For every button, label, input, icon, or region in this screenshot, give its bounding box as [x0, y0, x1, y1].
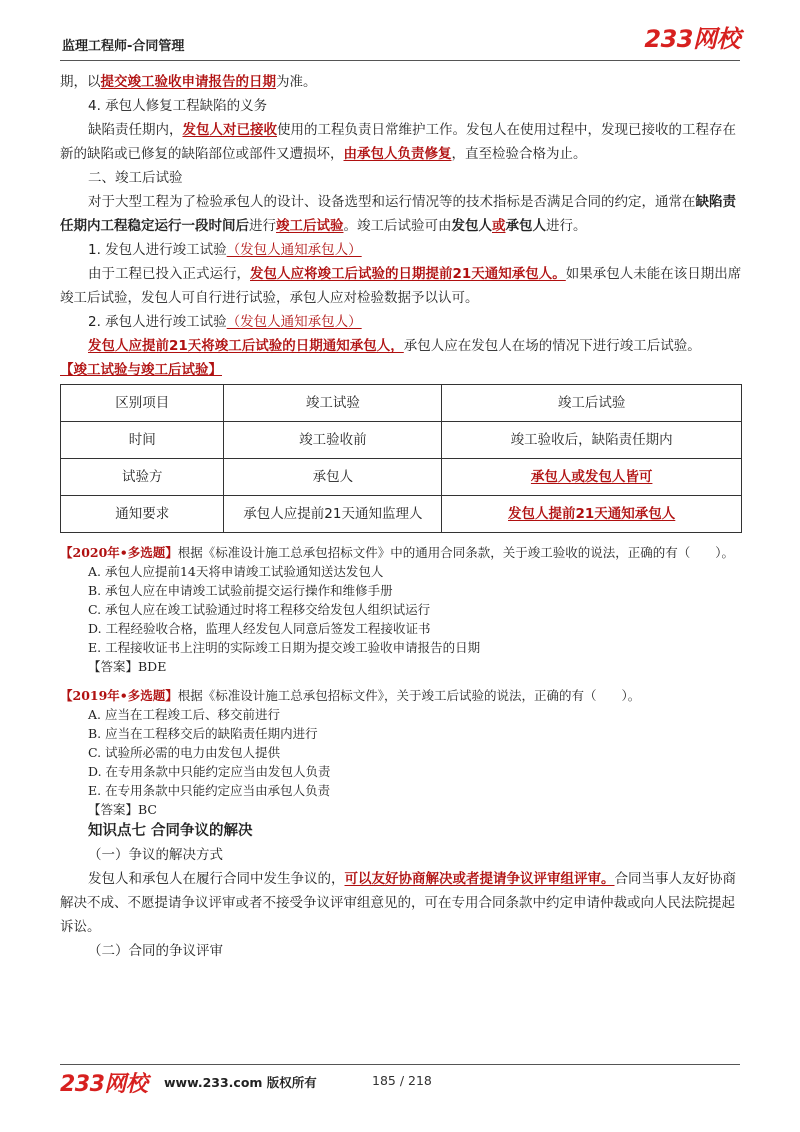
highlight: 发包人对已接收: [182, 122, 277, 138]
option: B. 应当在工程移交后的缺陷责任期内进行: [88, 726, 318, 741]
question-stem: [60, 686, 742, 705]
table-row: [61, 496, 742, 533]
table-header: 竣工后试验: [442, 385, 742, 422]
text: 1. 发包人进行竣工试验: [88, 242, 227, 258]
question-tag: 【2019年•多选题】: [60, 688, 178, 703]
text: 。竣工后试验可由: [343, 218, 452, 234]
option: C. 试验所必需的电力由发包人提供: [88, 745, 281, 760]
page-number: 185 / 218: [372, 1073, 432, 1088]
table-cell: [442, 496, 742, 533]
text: 使用的工程负责日常维护工作。发包人在使用过程中，发现已接收的工程存在新的缺陷或已修复的缺陷部位或部件又遭损坏，: [60, 122, 736, 162]
bold-text: 发包人: [451, 218, 492, 234]
text: 合同当事人友好协商解决不成、不愿提请争议评审或者不接受争议评审组意见的，可在专用合同条款中约定申请仲裁或向人民法院提起诉讼。: [60, 871, 736, 935]
paragraph-1: [60, 70, 742, 94]
table-cell: 承包人应提前21天通知监理人: [224, 496, 442, 533]
answer: 【答案】BC: [88, 802, 157, 817]
table-header: 区别项目: [61, 385, 224, 422]
page-header: [60, 24, 740, 61]
paragraph-4: [60, 262, 742, 310]
item-2: [60, 310, 742, 334]
red-note: （发包人通知承包人）: [226, 314, 362, 330]
highlight: 发包人提前21天通知承包人: [508, 506, 676, 522]
table-cell: 竣工验收前: [224, 422, 442, 459]
answer: 【答案】BDE: [88, 659, 167, 674]
option: D. 在专用条款中只能约定应当由发包人负责: [88, 764, 331, 779]
option: B. 承包人应在申请竣工试验前提交运行操作和维修手册: [88, 583, 393, 598]
option: A. 承包人应提前14天将申请竣工试验通知送达发包人: [88, 564, 384, 579]
table-header-row: [61, 385, 742, 422]
table-caption: 【竣工试验与竣工后试验】: [60, 362, 222, 378]
question-2020: [60, 543, 742, 676]
document-body: [60, 70, 742, 963]
paragraph-2: [60, 118, 742, 166]
text: ，直至检验合格为止。: [451, 146, 587, 162]
item-4: 4. 承包人修复工程缺陷的义务: [88, 98, 268, 114]
highlight: 或: [492, 218, 506, 234]
paragraph-5: [60, 334, 742, 358]
text: 为准。: [276, 74, 317, 90]
red-note: （发包人通知承包人）: [226, 242, 362, 258]
header-logo: 233网校: [644, 25, 740, 53]
text: 进行: [249, 218, 276, 234]
text: 根据《标准设计施工总承包招标文件》中的通用合同条款，关于竣工验收的说法，正确的有（ ）。: [177, 545, 735, 560]
text: 2. 承包人进行竣工试验: [88, 314, 227, 330]
page-footer: [60, 1064, 740, 1095]
bold-text: 承包人: [505, 218, 546, 234]
table-row: [61, 459, 742, 496]
text: 对于大型工程为了检验承包人的设计、设备选型和运行情况等的技术指标是否满足合同的约定，通常在: [88, 194, 696, 210]
text: 进行。: [546, 218, 587, 234]
table-cell: [442, 459, 742, 496]
section-2-title: 二、竣工后试验: [88, 170, 183, 186]
option: A. 应当在工程竣工后、移交前进行: [88, 707, 280, 722]
text: 期，以: [60, 74, 101, 90]
text: 如果承包人未能在该日期出席竣工后试验，发包人可自行进行试验，承包人应对检验数据予以认可。: [60, 266, 742, 306]
subsection-1: （一）争议的解决方式: [88, 847, 223, 863]
option: D. 工程经验收合格，监理人经发包人同意后签发工程接收证书: [88, 621, 431, 636]
highlight: 承包人或发包人皆可: [530, 469, 653, 485]
option: E. 在专用条款中只能约定应当由承包人负责: [88, 783, 331, 798]
footer-site: www.233.com 版权所有: [164, 1075, 317, 1090]
paragraph-3: [60, 190, 742, 238]
highlight: 提交竣工验收申请报告的日期: [100, 74, 276, 90]
table-cell: 通知要求: [61, 496, 224, 533]
text: 承包人应在发包人在场的情况下进行竣工后试验。: [403, 338, 701, 354]
question-2019: [60, 686, 742, 819]
option: C. 承包人应在竣工试验通过时将工程移交给发包人组织试运行: [88, 602, 431, 617]
text: 由于工程已投入正式运行，: [88, 266, 250, 282]
bold-text: 缺陷责任期内工程稳定运行一段时间后: [60, 194, 736, 234]
knowledge-point-7-title: 知识点七 合同争议的解决: [88, 823, 253, 839]
question-tag: 【2020年•多选题】: [60, 545, 178, 560]
table-cell: 竣工验收后，缺陷责任期内: [442, 422, 742, 459]
highlight: 竣工后试验: [276, 218, 344, 234]
table-cell: 承包人: [224, 459, 442, 496]
subsection-2: （二）合同的争议评审: [88, 943, 223, 959]
paragraph-6: [60, 867, 742, 939]
highlight: 发包人应将竣工后试验的日期提前21天通知承包人。: [250, 266, 566, 282]
highlight: 由承包人负责修复: [343, 146, 452, 162]
option: E. 工程接收证书上注明的实际竣工日期为提交竣工验收申请报告的日期: [88, 640, 481, 655]
table-header: 竣工试验: [224, 385, 442, 422]
question-stem: [60, 543, 742, 562]
footer-logo: 233网校: [60, 1072, 148, 1097]
table-cell: 试验方: [61, 459, 224, 496]
comparison-table: [60, 384, 742, 533]
text: 发包人和承包人在履行合同中发生争议的，: [88, 871, 345, 887]
text: 根据《标准设计施工总承包招标文件》，关于竣工后试验的说法，正确的有（ ）。: [177, 688, 641, 703]
highlight: 发包人应提前21天将竣工后试验的日期通知承包人，: [88, 338, 404, 354]
table-cell: 时间: [61, 422, 224, 459]
highlight: 可以友好协商解决或者提请争议评审组评审。: [344, 871, 615, 887]
table-row: [61, 422, 742, 459]
text: 缺陷责任期内，: [88, 122, 183, 138]
item-1: [60, 238, 742, 262]
header-title: 监理工程师-合同管理: [62, 39, 185, 54]
